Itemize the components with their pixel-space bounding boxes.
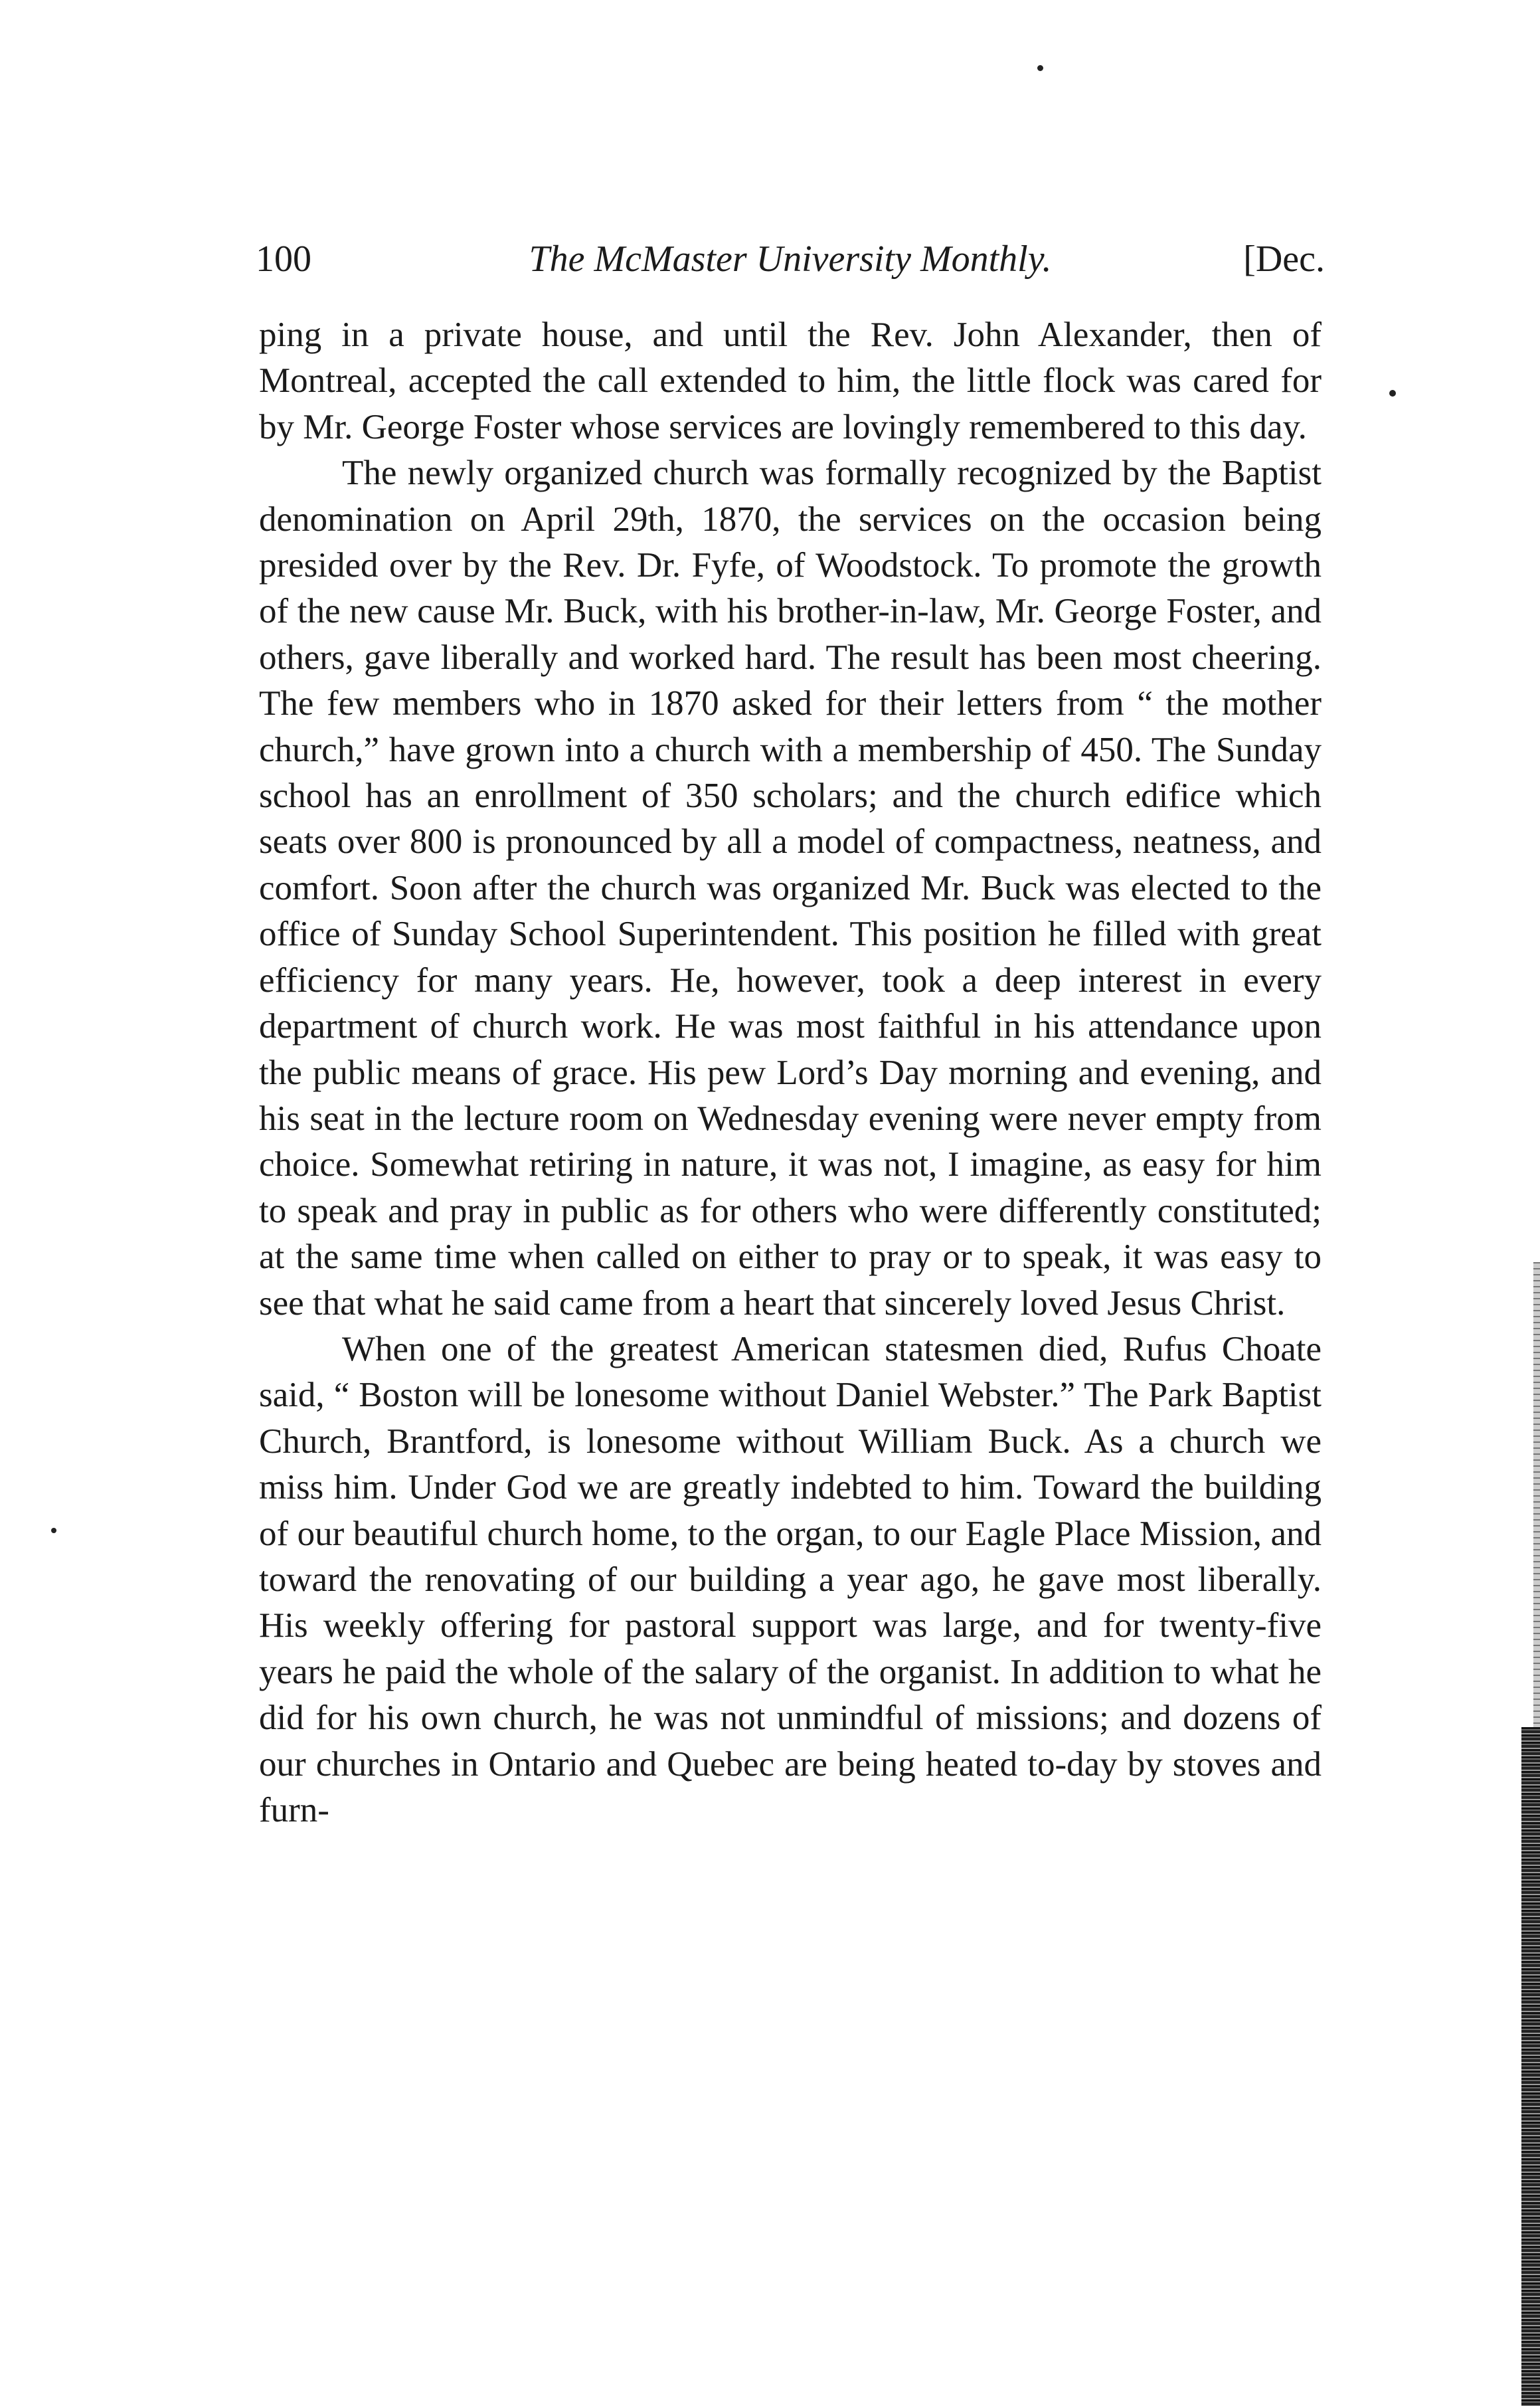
paragraph: ping in a private house, and until the Rev. John Alexander, then of Montreal, accepted the call extended to him, the little flock was cared for by Mr. George Foster whose services are lovingly remembered to this day. xyxy=(259,316,1322,446)
paragraph: The newly organized church was formally recognized by the Baptist denomination on April 29th, 1870, the services on the occasion being presided over by the Rev. Dr. Fyfe, of Woodstock. To promote the growth of the new cause Mr. Buck, with his brother-in-law, Mr. George Foster, and others, gave liberally and worked hard. The result has been most cheering. The few members who in 1870 asked for their letters from “ the mother church,” have grown into a church with a membership of 450. The Sunday school has an enrollment of 350 scholars; and the church edifice which seats over 800 is pronounced by all a model of compactness, neatness, and comfort. Soon after the church was organized Mr. Buck was elected to the office of Sunday School Superintendent. This position he filled with great efficiency for many years. He, however, took a deep interest in every department of church work. He was most faithful in his attendance upon the public means of grace. His pew Lord’s Day morning and evening, and his seat in the lecture room on Wednesday evening were never empty from choice. Somewhat retiring in nature, it was not, I imagine, as easy for him to speak and pray in public as for others who were differently constituted; at the same time when called on either to pray or to speak, it was easy to see that what he said came from a heart that sincerely loved Jesus Christ. xyxy=(259,454,1322,1323)
scan-speck xyxy=(1389,390,1396,397)
issue-month: [Dec. xyxy=(1243,238,1325,280)
scan-edge-shadow xyxy=(1533,1262,1540,1727)
running-header xyxy=(256,236,1325,282)
scan-speck xyxy=(1037,65,1043,71)
scan-speck xyxy=(51,1528,56,1533)
article-body xyxy=(259,312,1322,1833)
page-number: 100 xyxy=(256,238,311,280)
scan-edge-shadow xyxy=(1521,1727,1540,2406)
paragraph: When one of the greatest American statesmen died, Rufus Choate said, “ Boston will be lonesome without Daniel Webster.” The Park Baptist Church, Brantford, is lonesome without William Buck. As a church we miss him. Under God we are greatly indebted to him. Toward the building of our beautiful church home, to the organ, to our Eagle Place Mission, and toward the renovating of our building a year ago, he gave most liberally. His weekly offering for pastoral support was large, and for twenty-five years he paid the whole of the salary of the organist. In addition to what he did for his own church, he was not unmindful of missions; and dozens of our churches in Ontario and Quebec are being heated to-day by stoves and furn- xyxy=(259,1329,1322,1829)
running-title: The McMaster University Monthly. xyxy=(529,238,1052,280)
